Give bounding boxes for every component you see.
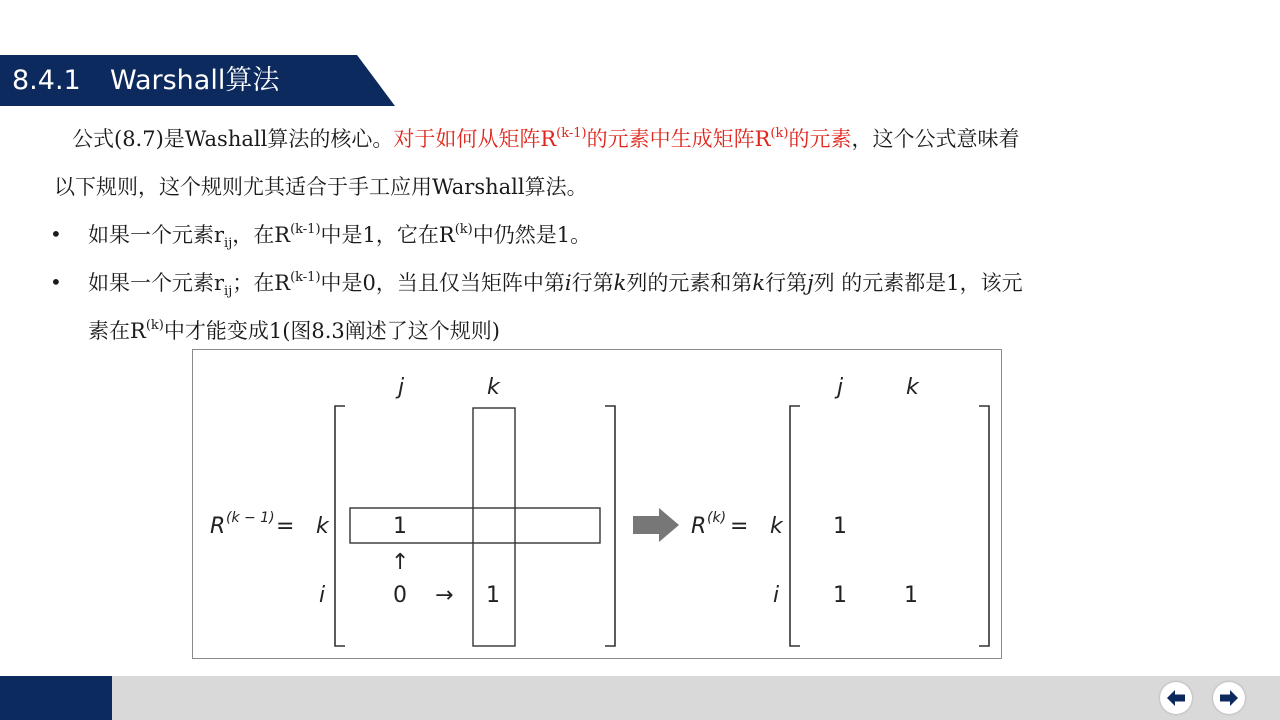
intro-line-1 — [72, 124, 1019, 154]
highlight-text: 对于如何从矩阵$R^{(k-1)}$的元素中生成矩阵$R^{(k)}$的元素 — [393, 126, 852, 151]
left-cell-kj: 1 — [393, 514, 407, 539]
column-k-highlight — [473, 408, 515, 646]
left-cell-ik: 1 — [486, 583, 500, 608]
left-matrix — [210, 375, 615, 646]
right-cell-ij: 1 — [833, 583, 847, 608]
warshall-rule-figure — [192, 349, 1002, 659]
right-cell-ik: 1 — [904, 583, 918, 608]
transition-arrow-icon — [633, 508, 679, 542]
right-row-k-label: k — [770, 514, 783, 539]
bullet-2-line-2: 素在$R^{(k)}$中才能变成1(图8.3阐述了这个规则) — [88, 318, 500, 343]
arrow-up-icon: ↑ — [391, 550, 410, 575]
right-matrix-name: R — [691, 514, 707, 539]
previous-slide-button[interactable] — [1160, 682, 1192, 714]
bullet-2-line-1: 如果一个元素$r_{ij}$；在$R^{(k-1)}$中是0，当且仅当矩阵中第i行第k列的元素和第k行第j列 的元素都是1，该元 — [88, 270, 1023, 299]
bullet-dot-2: • — [50, 270, 62, 294]
footer-accent-block — [0, 676, 112, 720]
left-matrix-name: R — [210, 514, 226, 539]
footer-bar — [0, 676, 1280, 720]
right-bracket-open — [790, 406, 800, 646]
slide-title — [12, 63, 279, 99]
arrow-left-icon — [1160, 682, 1192, 714]
intro-line-2: 以下规则，这个规则尤其适合于手工应用Warshall算法。 — [54, 175, 588, 199]
right-matrix — [691, 375, 989, 646]
right-col-k-label: k — [906, 375, 919, 400]
row-k-highlight — [350, 508, 600, 543]
section-number: 8.4.1 — [12, 65, 81, 96]
left-cell-ij: 0 — [393, 583, 407, 608]
left-matrix-equals: = — [276, 514, 295, 539]
left-row-k-label: k — [316, 514, 329, 539]
section-title: Warshall算法 — [110, 65, 280, 96]
bullet-dot-1: • — [50, 222, 62, 246]
figure-canvas — [193, 350, 1001, 658]
arrow-right-icon — [1213, 682, 1245, 714]
left-bracket-close — [605, 406, 615, 646]
right-matrix-equals: = — [730, 514, 749, 539]
next-slide-button[interactable] — [1213, 682, 1245, 714]
intro-text: 公式(8.7)是Washall算法的核心。 — [72, 127, 394, 151]
right-matrix-superscript: (k) — [707, 510, 727, 526]
bullet-1-text: 如果一个元素$r_{ij}$，在$R^{(k-1)}$中是1，它在$R^{(k)}$中仍然是1。 — [88, 222, 592, 251]
left-matrix-superscript: (k − 1) — [226, 510, 275, 526]
right-row-i-label: i — [773, 583, 780, 608]
arrow-right-icon: → — [435, 583, 454, 608]
left-bracket-open — [335, 406, 345, 646]
left-col-k-label: k — [487, 375, 500, 400]
right-col-j-label: j — [837, 375, 844, 400]
right-cell-kj: 1 — [833, 514, 847, 539]
left-row-i-label: i — [319, 583, 326, 608]
left-col-j-label: j — [398, 375, 405, 400]
right-bracket-close — [979, 406, 989, 646]
intro-text-end: ，这个公式意味着 — [851, 127, 1020, 151]
